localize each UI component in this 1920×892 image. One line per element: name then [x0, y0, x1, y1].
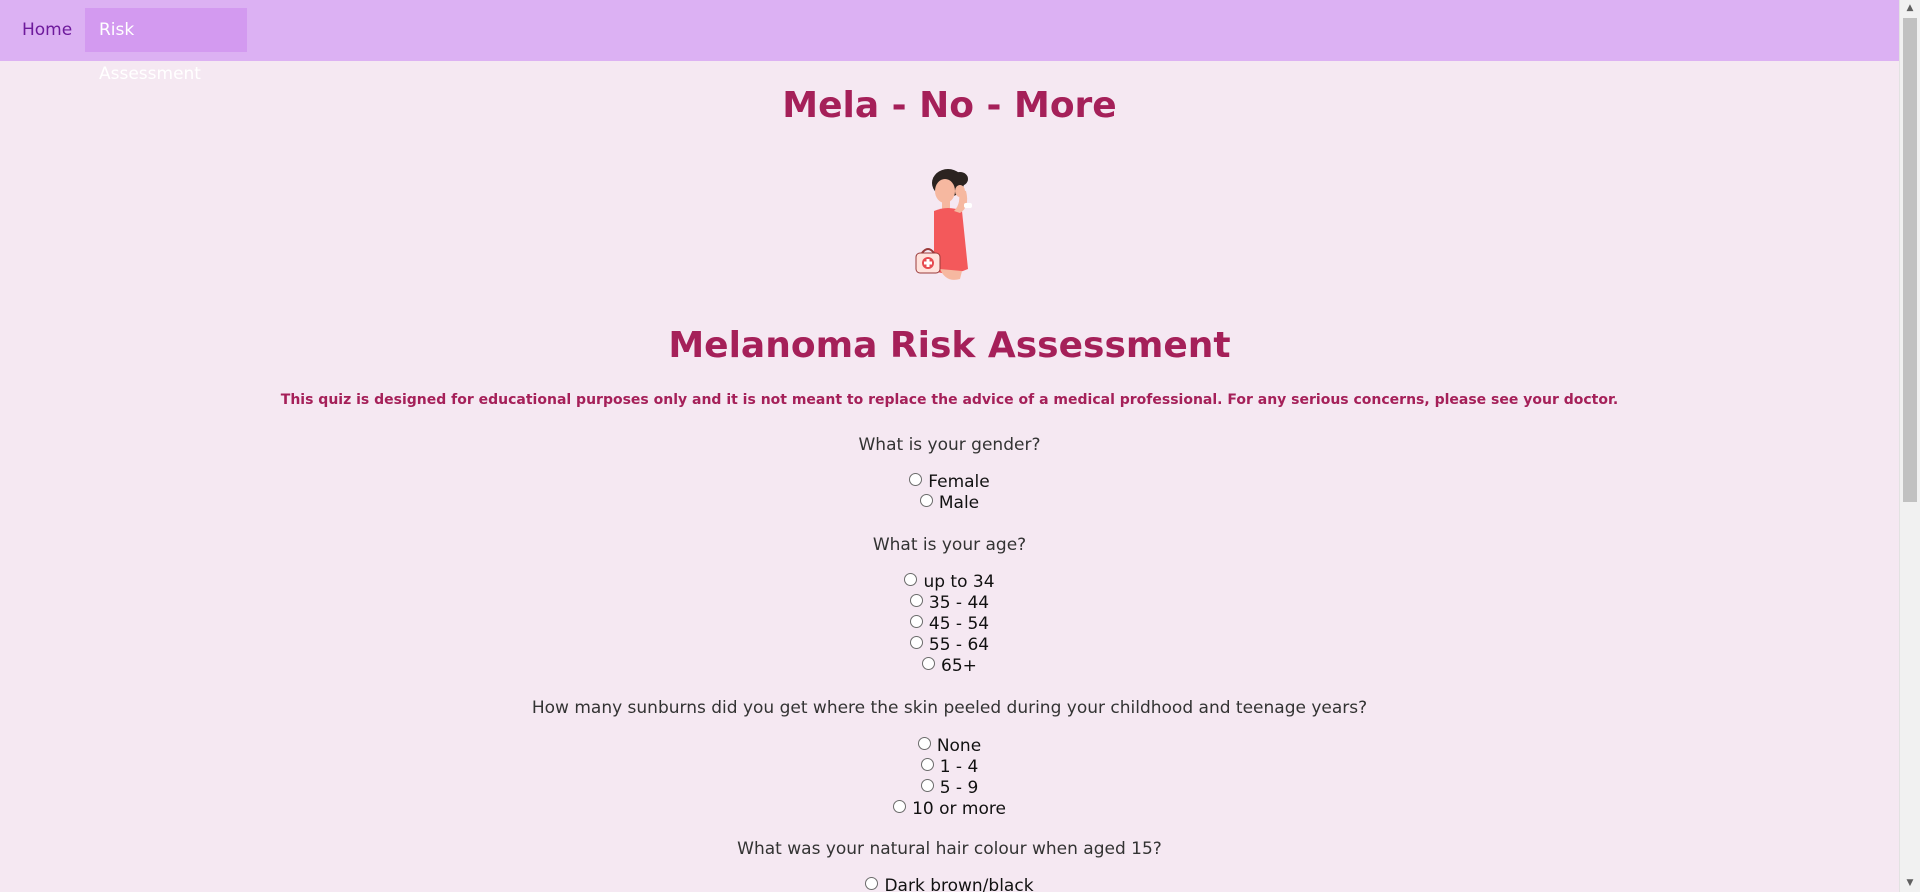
radio-button[interactable] — [909, 473, 922, 486]
question-gender: What is your gender? — [858, 435, 1041, 455]
option-age-35-44[interactable]: 35 - 44 — [0, 593, 1899, 614]
radio-button[interactable] — [910, 636, 923, 649]
disclaimer-text: This quiz is designed for educational purposes only and it is not meant to replace the advice of a medical professional. For any serious concerns, please see your doctor. — [280, 392, 1619, 408]
radio-button[interactable] — [865, 877, 878, 890]
option-hair-dark-brown-black[interactable]: Dark brown/black — [0, 876, 1899, 892]
scroll-up-arrow-icon[interactable]: ▲ — [1906, 3, 1914, 13]
option-age-55-64[interactable]: 55 - 64 — [0, 635, 1899, 656]
option-age-up-to-34[interactable]: up to 34 — [0, 572, 1899, 593]
radio-button[interactable] — [922, 657, 935, 670]
question-hair-colour: What was your natural hair colour when aged 15? — [737, 839, 1162, 859]
radio-button[interactable] — [921, 779, 934, 792]
radio-button[interactable] — [918, 737, 931, 750]
option-male[interactable]: Male — [0, 493, 1899, 514]
option-age-65-plus[interactable]: 65+ — [0, 656, 1899, 677]
vertical-scrollbar[interactable] — [1899, 0, 1920, 892]
page-title: Melanoma Risk Assessment — [668, 325, 1231, 366]
scroll-down-arrow-icon[interactable]: ▼ — [1906, 878, 1914, 888]
option-female[interactable]: Female — [0, 472, 1899, 493]
hero-illustration — [900, 161, 1000, 291]
radio-button[interactable] — [893, 800, 906, 813]
top-navbar — [0, 0, 1899, 84]
radio-button[interactable] — [904, 573, 917, 586]
radio-button[interactable] — [910, 594, 923, 607]
radio-button[interactable] — [920, 494, 933, 507]
option-age-45-54[interactable]: 45 - 54 — [0, 614, 1899, 635]
nav-risk-assessment-link[interactable]: Risk Assessment — [85, 8, 247, 52]
nav-home-link[interactable]: Home — [22, 20, 73, 40]
site-title: Mela - No - More — [782, 85, 1117, 126]
option-sunburns-10-or-more[interactable]: 10 or more — [0, 799, 1899, 820]
option-sunburns-1-4[interactable]: 1 - 4 — [0, 757, 1899, 778]
question-sunburns: How many sunburns did you get where the skin peeled during your childhood and teenage years? — [531, 698, 1368, 718]
option-sunburns-5-9[interactable]: 5 - 9 — [0, 778, 1899, 799]
scrollbar-thumb[interactable] — [1903, 18, 1917, 502]
radio-button[interactable] — [921, 758, 934, 771]
option-sunburns-none[interactable]: None — [0, 736, 1899, 757]
radio-button[interactable] — [910, 615, 923, 628]
question-age: What is your age? — [872, 535, 1027, 555]
